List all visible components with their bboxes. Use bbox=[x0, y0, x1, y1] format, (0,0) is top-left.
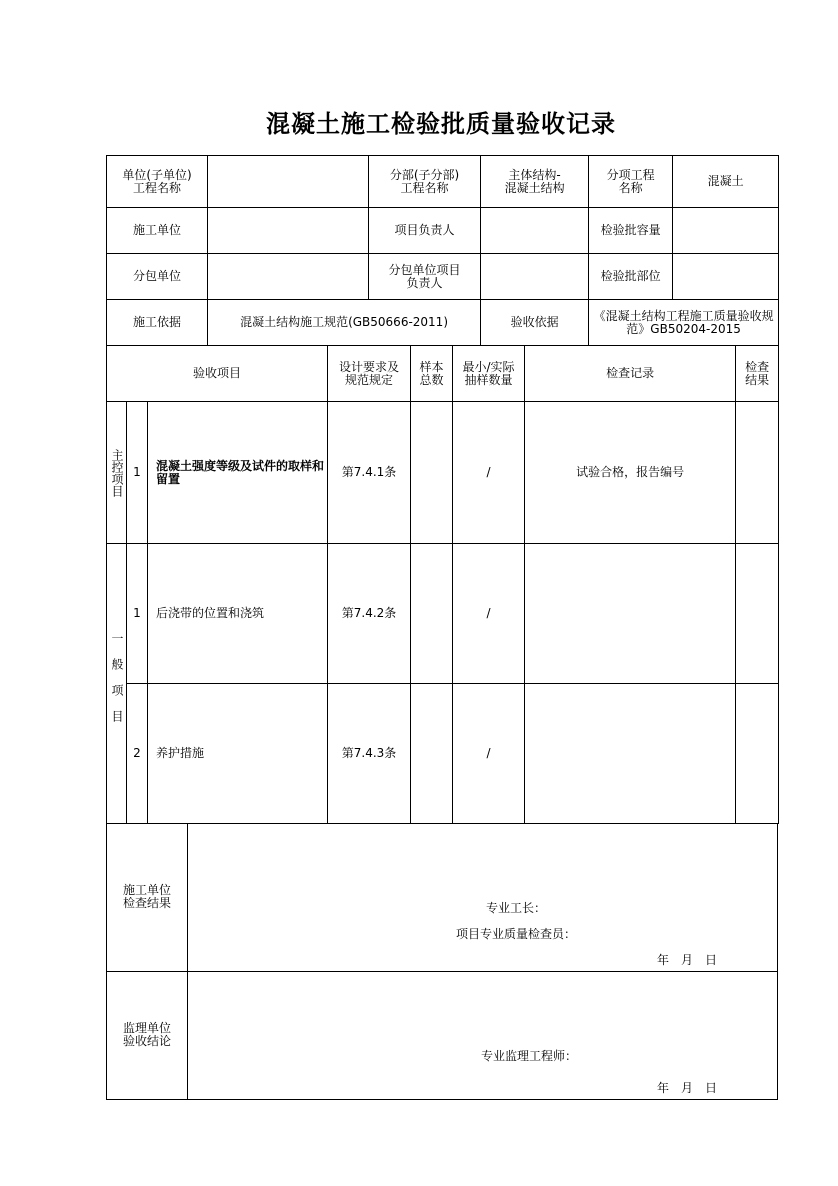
item-name: 后浇带的位置和浇筑 bbox=[148, 544, 328, 684]
supervision-date[interactable]: 年 月 日 bbox=[657, 1081, 718, 1095]
unit-label: 单位(子单位) 工程名称 bbox=[107, 156, 208, 208]
main-control-label: 主控项目 bbox=[107, 402, 127, 544]
header-item: 验收项目 bbox=[107, 346, 328, 402]
item-sample[interactable] bbox=[411, 402, 453, 544]
acceptance-basis-label: 验收依据 bbox=[481, 300, 589, 346]
location-label: 检验批部位 bbox=[589, 254, 673, 300]
subcontractor-label: 分包单位 bbox=[107, 254, 208, 300]
page-title: 混凝土施工检验批质量验收记录 bbox=[266, 110, 616, 138]
item-record[interactable] bbox=[525, 684, 736, 824]
item-min[interactable]: / bbox=[453, 684, 525, 824]
item-record[interactable] bbox=[525, 544, 736, 684]
item-sample[interactable] bbox=[411, 544, 453, 684]
item-clause: 第7.4.1条 bbox=[328, 402, 411, 544]
item-clause: 第7.4.3条 bbox=[328, 684, 411, 824]
acceptance-basis-value[interactable]: 《混凝土结构工程施工质量验收规范》GB50204-2015 bbox=[589, 300, 779, 346]
header-sample: 样本 总数 bbox=[411, 346, 453, 402]
item-result[interactable] bbox=[736, 402, 779, 544]
item-min[interactable]: / bbox=[453, 544, 525, 684]
table-row bbox=[107, 684, 779, 824]
constructor-label: 施工单位 bbox=[107, 208, 208, 254]
unit-value[interactable] bbox=[208, 156, 369, 208]
inspector-signature[interactable]: 项目专业质量检查员： bbox=[456, 927, 577, 941]
sub-pm-label: 分包单位项目 负责人 bbox=[369, 254, 481, 300]
general-label: 一般项目 bbox=[107, 544, 127, 824]
capacity-label: 检验批容量 bbox=[589, 208, 673, 254]
header-min: 最小/实际 抽样数量 bbox=[453, 346, 525, 402]
construction-date[interactable]: 年 月 日 bbox=[657, 953, 718, 967]
basis-label: 施工依据 bbox=[107, 300, 208, 346]
basis-value[interactable]: 混凝土结构施工规范(GB50666-2011) bbox=[208, 300, 481, 346]
item-no: 2 bbox=[127, 684, 148, 824]
subcontractor-value[interactable] bbox=[208, 254, 369, 300]
constructor-value[interactable] bbox=[208, 208, 369, 254]
header-design: 设计要求及 规范规定 bbox=[328, 346, 411, 402]
subitem-label: 分项工程 名称 bbox=[589, 156, 673, 208]
table-row bbox=[107, 544, 779, 684]
division-value[interactable]: 主体结构- 混凝土结构 bbox=[481, 156, 589, 208]
header-record: 检查记录 bbox=[525, 346, 736, 402]
division-label: 分部(子分部) 工程名称 bbox=[369, 156, 481, 208]
capacity-value[interactable] bbox=[673, 208, 779, 254]
item-clause: 第7.4.2条 bbox=[328, 544, 411, 684]
location-value[interactable] bbox=[673, 254, 779, 300]
item-min[interactable]: / bbox=[453, 402, 525, 544]
sub-pm-value[interactable] bbox=[481, 254, 589, 300]
subitem-value[interactable]: 混凝土 bbox=[673, 156, 779, 208]
foreman-signature[interactable]: 专业工长： bbox=[486, 901, 547, 915]
table-row bbox=[107, 402, 779, 544]
item-name: 混凝土强度等级及试件的取样和留置 bbox=[148, 402, 328, 544]
item-record[interactable]: 试验合格，报告编号 bbox=[525, 402, 736, 544]
pm-value[interactable] bbox=[481, 208, 589, 254]
header-result: 检查 结果 bbox=[736, 346, 779, 402]
item-result[interactable] bbox=[736, 684, 779, 824]
item-result[interactable] bbox=[736, 544, 779, 684]
item-no: 1 bbox=[127, 402, 148, 544]
supervision-label: 监理单位 验收结论 bbox=[107, 971, 188, 1099]
engineer-signature[interactable]: 专业监理工程师： bbox=[481, 1049, 578, 1063]
construction-check-section bbox=[106, 823, 778, 972]
item-sample[interactable] bbox=[411, 684, 453, 824]
pm-label: 项目负责人 bbox=[369, 208, 481, 254]
construction-check-label: 施工单位 检查结果 bbox=[107, 823, 188, 971]
item-no: 1 bbox=[127, 544, 148, 684]
record-table bbox=[106, 155, 779, 824]
item-name: 养护措施 bbox=[148, 684, 328, 824]
supervision-section bbox=[106, 971, 778, 1100]
